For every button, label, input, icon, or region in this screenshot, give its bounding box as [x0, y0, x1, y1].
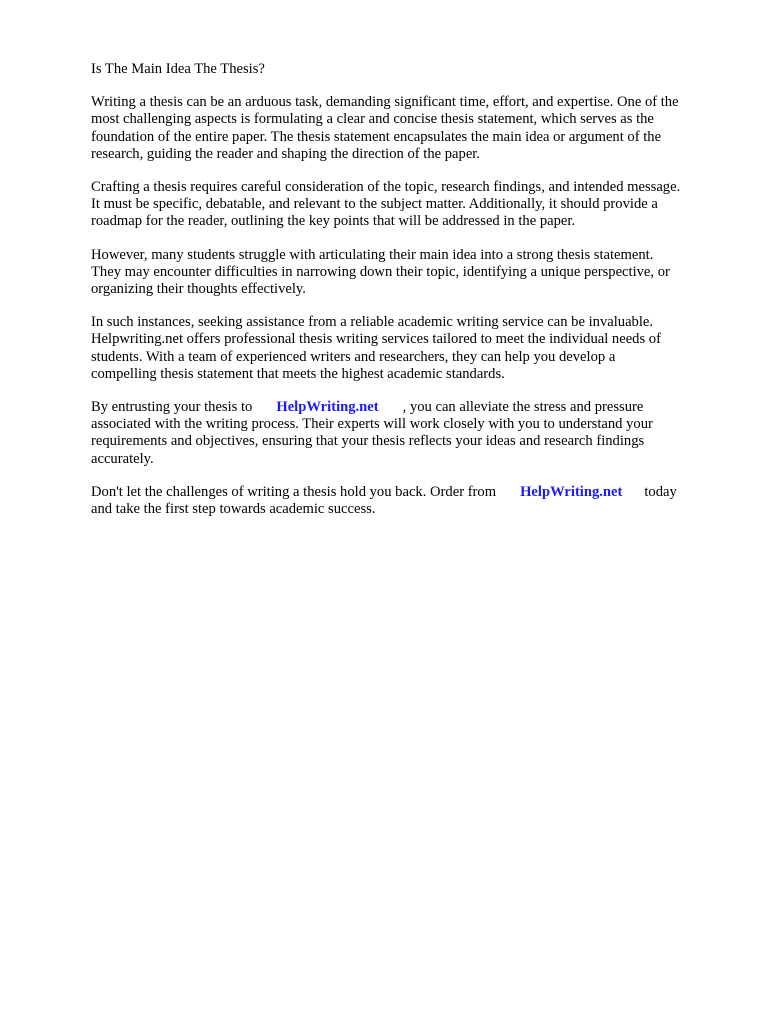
helpwriting-order-link[interactable]: HelpWriting.net [520, 483, 623, 500]
paragraph-line: research, guiding the reader and shaping the direction of the paper. [91, 145, 481, 162]
paragraph-entrusting [91, 399, 731, 468]
paragraph-line: It must be specific, debatable, and relevant to the subject matter. Additionally, it should provide a [91, 196, 658, 213]
document-page [91, 61, 731, 534]
paragraph-line: compelling thesis statement that meets the highest academic standards. [91, 365, 505, 382]
paragraph-line: However, many students struggle with articulating their main idea into a strong thesis statement. [91, 246, 654, 263]
paragraph-line: foundation of the entire paper. The thesis statement encapsulates the main idea or argument of the [91, 128, 662, 145]
paragraph-line [91, 399, 731, 416]
paragraph-line: students. With a team of experienced writers and researchers, they can help you develop a [91, 348, 616, 365]
paragraph-struggle [91, 247, 731, 299]
paragraph-line [91, 484, 731, 501]
paragraph-line: organizing their thoughts effectively. [91, 281, 306, 298]
paragraph-assistance [91, 314, 731, 383]
paragraph-line: roadmap for the reader, outlining the key points that will be addressed in the paper. [91, 213, 576, 230]
paragraph-line: Crafting a thesis requires careful consideration of the topic, research findings, and intended message. [91, 179, 681, 196]
paragraph-line: requirements and objectives, ensuring that your thesis reflects your ideas and research findings [91, 433, 645, 450]
paragraph-line: and take the first step towards academic success. [91, 501, 376, 518]
paragraph-text: today [644, 483, 677, 500]
paragraph-text: , you can alleviate the stress and pressure [402, 399, 644, 416]
paragraph-line: associated with the writing process. Their experts will work closely with you to understand your [91, 416, 653, 433]
paragraph-line: Writing a thesis can be an arduous task, demanding significant time, effort, and expertise. One of the [91, 94, 679, 111]
paragraph-order [91, 484, 731, 518]
helpwriting-link[interactable]: HelpWriting.net [276, 399, 379, 416]
document-title: Is The Main Idea The Thesis? [91, 61, 265, 77]
paragraph-line: Helpwriting.net offers professional thesis writing services tailored to meet the individual needs of [91, 331, 661, 348]
paragraph-intro [91, 94, 731, 163]
paragraph-text: By entrusting your thesis to [91, 399, 253, 416]
paragraph-line: In such instances, seeking assistance from a reliable academic writing service can be invaluable. [91, 314, 654, 331]
paragraph-crafting [91, 179, 731, 231]
paragraph-line: most challenging aspects is formulating a clear and concise thesis statement, which serves as the [91, 111, 654, 128]
paragraph-text: Don't let the challenges of writing a thesis hold you back. Order from [91, 483, 497, 500]
paragraph-line: They may encounter difficulties in narrowing down their topic, identifying a unique perspective, or [91, 263, 670, 280]
paragraph-line: accurately. [91, 450, 154, 467]
